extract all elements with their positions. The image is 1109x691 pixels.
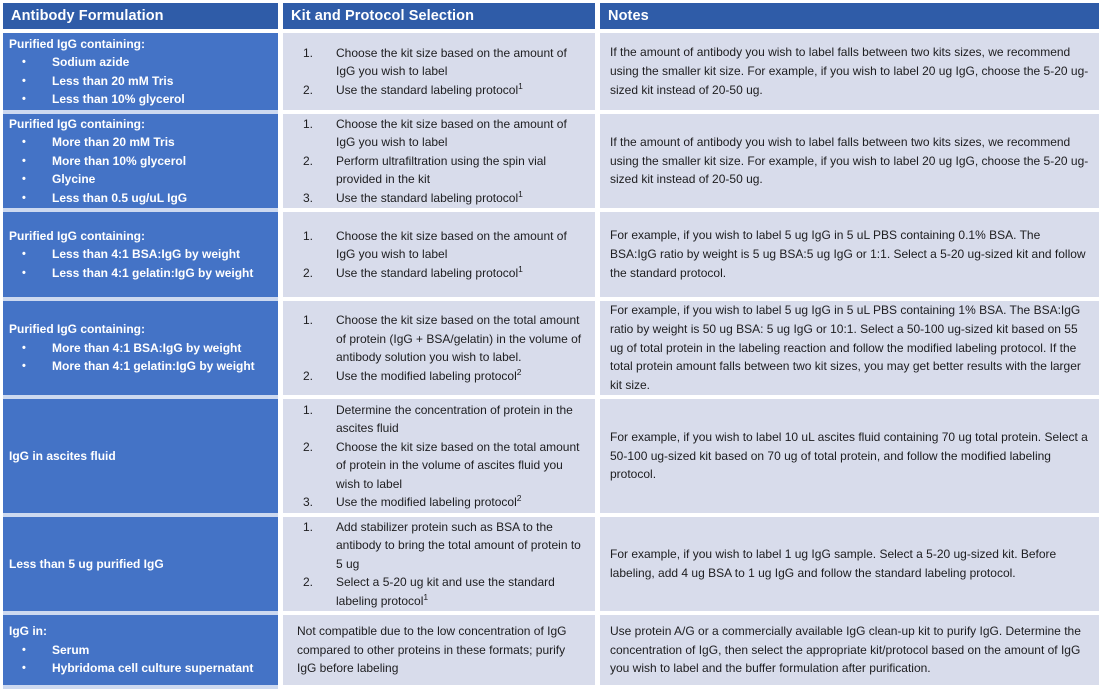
bullet-icon: • xyxy=(22,136,26,149)
step-number: 2. xyxy=(303,368,314,383)
formulation-bullet-list xyxy=(9,339,272,376)
protocol-step xyxy=(303,152,589,189)
notes-text: For example, if you wish to label 5 ug IgG in 5 uL PBS containing 1% BSA. The BSA:IgG ratio by weight is 50 ug BSA: 5 ug IgG or 10:1. Select a 50-100 ug-sized kit based on 55 ug of total protein in the labeling reaction and follow the modified labeling protocol. If the total protein amount falls between two kit sizes, you may get better results with the larger kit size. xyxy=(610,303,1081,393)
protocol-step xyxy=(303,227,589,264)
formulation-text: Less than 5 ug purified IgG xyxy=(9,556,164,571)
step-text: Perform ultrafiltration using the spin vial provided in the kit xyxy=(336,153,547,187)
notes-text: For example, if you wish to label 5 ug IgG in 5 uL PBS containing 0.1% BSA. The BSA:IgG ratio by weight is 5 ug BSA:5 ug IgG or 1:1. Select a 5-20 ug-sized kit and follow the standard protocol. xyxy=(610,228,1086,280)
bullet-item xyxy=(9,72,272,91)
bullet-icon: • xyxy=(22,154,26,167)
step-number: 3. xyxy=(303,495,314,509)
notes-cell xyxy=(600,615,1099,685)
bullet-text: Serum xyxy=(52,642,90,657)
formulation-bullet-list xyxy=(9,53,272,109)
step-number: 2. xyxy=(303,265,314,280)
footnote-marker: 1 xyxy=(423,591,429,602)
step-text: Choose the kit size based on the amount of IgG you wish to label xyxy=(336,228,567,262)
step-number: 1. xyxy=(303,402,314,417)
step-text: Determine the concentration of protein in the ascites fluid xyxy=(336,402,573,435)
formulation-intro: IgG in: xyxy=(9,624,47,639)
step-number: 1. xyxy=(303,116,314,131)
bullet-icon: • xyxy=(22,248,26,261)
protocol-step xyxy=(303,518,589,574)
bullet-icon: • xyxy=(22,74,26,87)
protocol-step xyxy=(303,115,589,152)
bullet-item xyxy=(9,357,272,376)
footnote-marker: 2 xyxy=(516,366,522,377)
protocol-cell xyxy=(283,517,595,611)
footnote-marker: 1 xyxy=(518,80,523,91)
step-number: 2. xyxy=(303,575,314,590)
notes-cell xyxy=(600,114,1099,208)
bullet-icon: • xyxy=(22,191,26,204)
formulation-cell xyxy=(3,33,278,110)
bullet-text: Less than 4:1 BSA:IgG by weight xyxy=(52,247,241,262)
bullet-item xyxy=(9,170,272,189)
bullet-item xyxy=(9,264,272,283)
formulation-cell xyxy=(3,301,278,395)
notes-cell xyxy=(600,301,1099,395)
step-text: Use the standard labeling protocol$^1$ xyxy=(336,263,523,280)
step-number: 1. xyxy=(303,519,314,534)
bullet-item xyxy=(9,245,272,264)
protocol-step xyxy=(303,367,589,386)
step-text: Add stabilizer protein such as BSA to the antibody to bring the total amount of protein to 5 ug xyxy=(336,519,581,571)
bullet-icon: • xyxy=(22,360,26,373)
bullet-text: More than 10% glycerol xyxy=(52,153,187,168)
protocol-step xyxy=(303,493,589,512)
bullet-item xyxy=(9,152,272,171)
protocol-cell xyxy=(283,114,595,208)
protocol-cell xyxy=(283,399,595,513)
bullet-icon: • xyxy=(22,341,26,354)
bullet-item xyxy=(9,641,272,660)
step-text: Choose the kit size based on the amount of IgG you wish to label xyxy=(336,45,567,79)
bullet-item xyxy=(9,659,272,678)
bullet-item xyxy=(9,53,272,72)
formulation-bullet-list xyxy=(9,133,272,207)
header-cell-antibody-formulation: Antibody Formulation xyxy=(3,3,278,29)
formulation-text: IgG in ascites fluid xyxy=(9,448,116,463)
notes-cell xyxy=(600,33,1099,110)
protocol-cell xyxy=(283,615,595,685)
step-text: Choose the kit size based on the total amount of protein (IgG + BSA/gelatin) in the volume of antibody solution you wish to label. xyxy=(336,313,582,364)
bullet-text: Less than 20 mM Tris xyxy=(52,73,174,88)
step-text: Choose the kit size based on the total amount of protein in the volume of ascites fluid you wish to label xyxy=(336,439,580,491)
protocol-text: Not compatible due to the low concentration of IgG compared to other proteins in these formats; purify IgG before labeling xyxy=(297,624,567,676)
bullet-item xyxy=(9,90,272,109)
formulation-cell xyxy=(3,114,278,208)
bullet-text: More than 4:1 gelatin:IgG by weight xyxy=(52,359,255,374)
protocol-step xyxy=(303,401,589,438)
bullet-text: More than 4:1 BSA:IgG by weight xyxy=(52,340,242,355)
protocol-cell xyxy=(283,212,595,297)
step-text: Select a 5-20 ug kit and use the standard labeling protocol$^1$ xyxy=(336,575,555,608)
bullet-text: Less than 4:1 gelatin:IgG by weight xyxy=(52,265,254,280)
formulation-intro: Purified IgG containing: xyxy=(9,228,145,243)
step-text: Use the standard labeling protocol$^1$ xyxy=(336,188,523,205)
step-text: Use the modified labeling protocol$^2$ xyxy=(336,366,522,383)
formulation-cell xyxy=(3,399,278,513)
step-number: 1. xyxy=(303,228,314,243)
formulation-cell xyxy=(3,517,278,611)
formulation-bullet-list xyxy=(9,641,272,678)
notes-cell xyxy=(600,399,1099,513)
bullet-text: Sodium azide xyxy=(52,55,130,69)
step-number: 2. xyxy=(303,439,314,454)
step-text: Choose the kit size based on the amount of IgG you wish to label xyxy=(336,116,567,150)
formulation-intro: Purified IgG containing: xyxy=(9,322,145,337)
bullet-text: Hybridoma cell culture supernatant xyxy=(52,661,254,676)
protocol-step xyxy=(303,81,589,100)
step-text: Use the standard labeling protocol$^1$ xyxy=(336,80,523,97)
bullet-icon: • xyxy=(22,662,26,675)
bullet-text: More than 20 mM Tris xyxy=(52,135,175,150)
notes-text: For example, if you wish to label 10 uL ascites fluid containing 70 ug total protein. Select a 50-100 ug-sized kit based on 70 ug of total protein, and follow the modified labeling protocol. xyxy=(610,429,1088,482)
step-number: 1. xyxy=(303,313,314,327)
notes-text: If the amount of antibody you wish to label falls between two kits sizes, we recommend using the smaller kit size. For example, if you wish to label 20 ug IgG, choose the 5-20 ug-sized kit instead of 20-50 ug. xyxy=(610,45,1089,97)
step-number: 1. xyxy=(303,45,314,60)
footnote-marker: 2 xyxy=(516,493,522,503)
bullet-icon: • xyxy=(22,56,26,68)
step-text: Use the modified labeling protocol$^2$ xyxy=(336,493,522,509)
protocol-step xyxy=(303,189,589,208)
bullet-item xyxy=(9,133,272,152)
protocol-step xyxy=(303,44,589,81)
formulation-cell xyxy=(3,212,278,297)
notes-text: If the amount of antibody you wish to label falls between two kits sizes, we recommend using the smaller kit size. For example, if you wish to label 20 ug IgG, choose the 5-20 ug-sized kit instead of 20-50 ug. xyxy=(610,134,1089,187)
step-number: 2. xyxy=(303,153,314,168)
notes-text: For example, if you wish to label 1 ug IgG sample. Select a 5-20 ug-sized kit. Before labeling, add 4 ug BSA to 1 ug IgG and follow the standard labeling protocol. xyxy=(610,547,1057,580)
protocol-step xyxy=(303,311,589,367)
bullet-text: Less than 10% glycerol xyxy=(52,92,185,106)
bullet-item xyxy=(9,189,272,208)
bullet-icon: • xyxy=(22,173,26,186)
protocol-step xyxy=(303,264,589,283)
header-cell-notes: Notes xyxy=(600,3,1099,29)
footnote-marker: 1 xyxy=(518,263,523,274)
notes-cell xyxy=(600,212,1099,297)
step-number: 2. xyxy=(303,82,314,97)
notes-cell xyxy=(600,517,1099,611)
formulation-intro: Purified IgG containing: xyxy=(9,36,145,51)
bullet-item xyxy=(9,339,272,358)
header-cell-kit-protocol-selection: Kit and Protocol Selection xyxy=(283,3,595,29)
formulation-bullet-list xyxy=(9,245,272,282)
notes-text: Use protein A/G or a commercially available IgG clean-up kit to purify IgG. Determine the concentration of IgG, then select the appropriate kit/protocol based on the amount of IgG you wish to label and the buffer formulation after purification. xyxy=(610,623,1081,676)
formulation-intro: Purified IgG containing: xyxy=(9,116,145,131)
protocol-cell xyxy=(283,33,595,110)
bullet-icon: • xyxy=(22,266,26,279)
step-number: 3. xyxy=(303,190,314,205)
protocol-step xyxy=(303,573,589,610)
bullet-text: Less than 0.5 ug/uL IgG xyxy=(52,190,188,205)
bullet-text: Glycine xyxy=(52,172,96,187)
formulation-cell xyxy=(3,615,278,685)
protocol-cell xyxy=(283,301,595,395)
footnote-marker: 1 xyxy=(518,188,523,199)
bullet-icon: • xyxy=(22,93,26,105)
bullet-icon: • xyxy=(22,643,26,656)
protocol-step xyxy=(303,438,589,494)
